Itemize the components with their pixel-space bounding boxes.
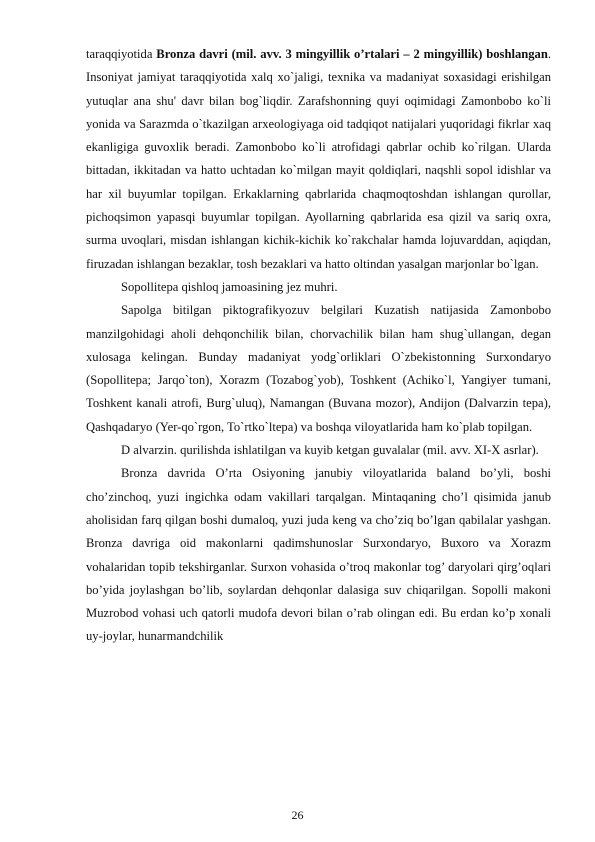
caption-dalvarzin: D alvarzin. qurilishda ishlatilgan va kuyib ketgan guvalalar (mil. avv. XI-X asrlar). bbox=[121, 443, 539, 458]
paragraph-bronze-age-population: Bronza davrida O’rta Osiyoning janubiy viloyatlarida baland bo’yli, boshi cho’zinchoq, yuzi ingichka odam vakillari tarqalgan. Mintaqaning cho’l qisimida janub aholisidan farq qilgan boshi dumaloq, yuzi juda keng va cho’ziq bo’lgan qabilalar yashgan. Bronza davriga oid makonlarni qadimshunoslar Surxondaryo, Buxoro va Xorazm vohalaridan topib tekshirganlar. Surxon vohasida o’troq makonlar tog’ daryolari qirg’oqlari bo’yida joylashgan bo’lib, soylardan dehqonlar dalasiga suv chiqarilgan. Sopolli makoni Muzrobod vohasi uch qatorli mudofa devori bilan o’rab olingan edi. Bu erdan ko’p xonali uy-joylar, hunarmandchilik bbox=[86, 466, 551, 644]
paragraph-body-text: . Insoniyat jamiyat taraqqiyotida xalq xo`jaligi, texnika va madaniyat soxasidagi erishilgan yutuqlar ana shu' davr bilan bog`liqdir. Zarafshonning quyi oqimidagi Zamonbobo ko`li yonida va Sarazmda o`tkazilgan arxeologiyaga oid tadqiqot natijalari yuqoridagi fikrlar xaq ekanligiga guvoxlik beradi. Zamonbobo ko`li atrofidagi qabrlar ochib ko`rilgan. Ularda bittadan, ikkitadan va hatto uchtadan ko`milgan mayit qoldiqlari, naqshli sopol idishlar va har xil buyumlar topilgan. Erkaklarning qabrlarida chaqmoqtoshdan ishlangan qurollar, pichoqsimon yapasqi buyumlar topilgan. Ayollarning qabrlarida esa qizil va sariq oxra, surma uvoqlari, misdan ishlangan kichik-kichik ko`rakchalar hamda lojuvarddan, aqiqdan, firuzadan ishlangan bezaklar, tosh bezaklari va hatto oltindan yasalgan marjonlar bo`lgan. bbox=[86, 47, 551, 271]
paragraph-pictographic-signs: Sapolga bitilgan piktografikyozuv belgilari Kuzatish natijasida Zamonbobo manzilgohidagi aholi dehqonchilik bilan, chorvachilik bilan ham shug`ullangan, degan xulosaga kelingan. Bunday madaniyat yodg`orliklari O`zbekistonning Surxondaryo (Sopollitepa; Jarqo`ton), Xorazm (Tozabog`yob), Toshkent (Achiko`l, Yangiyer tumani, Toshkent kanali atrofi, Burg`uluq), Namangan (Buvana mozor), Andijon (Dalvarzin tepa), Qashqadaryo (Yer-qo`rgon, To`rtko`ltepa) va boshqa viloyatlarida ham ko`plab topilgan. bbox=[86, 303, 551, 434]
caption-seal: Sopollitepa qishloq jamoasining jez muhri. bbox=[121, 279, 338, 294]
paragraph-bronze-age-intro bbox=[86, 43, 551, 276]
paragraph-lead-text: taraqqiyotida bbox=[86, 47, 157, 61]
document-body bbox=[86, 43, 551, 649]
bold-heading-bronze-age: Bronza davri (mil. avv. 3 mingyillik o’rtalari – 2 mingyillik) boshlangan bbox=[156, 47, 548, 61]
page-number: 26 bbox=[291, 808, 304, 822]
